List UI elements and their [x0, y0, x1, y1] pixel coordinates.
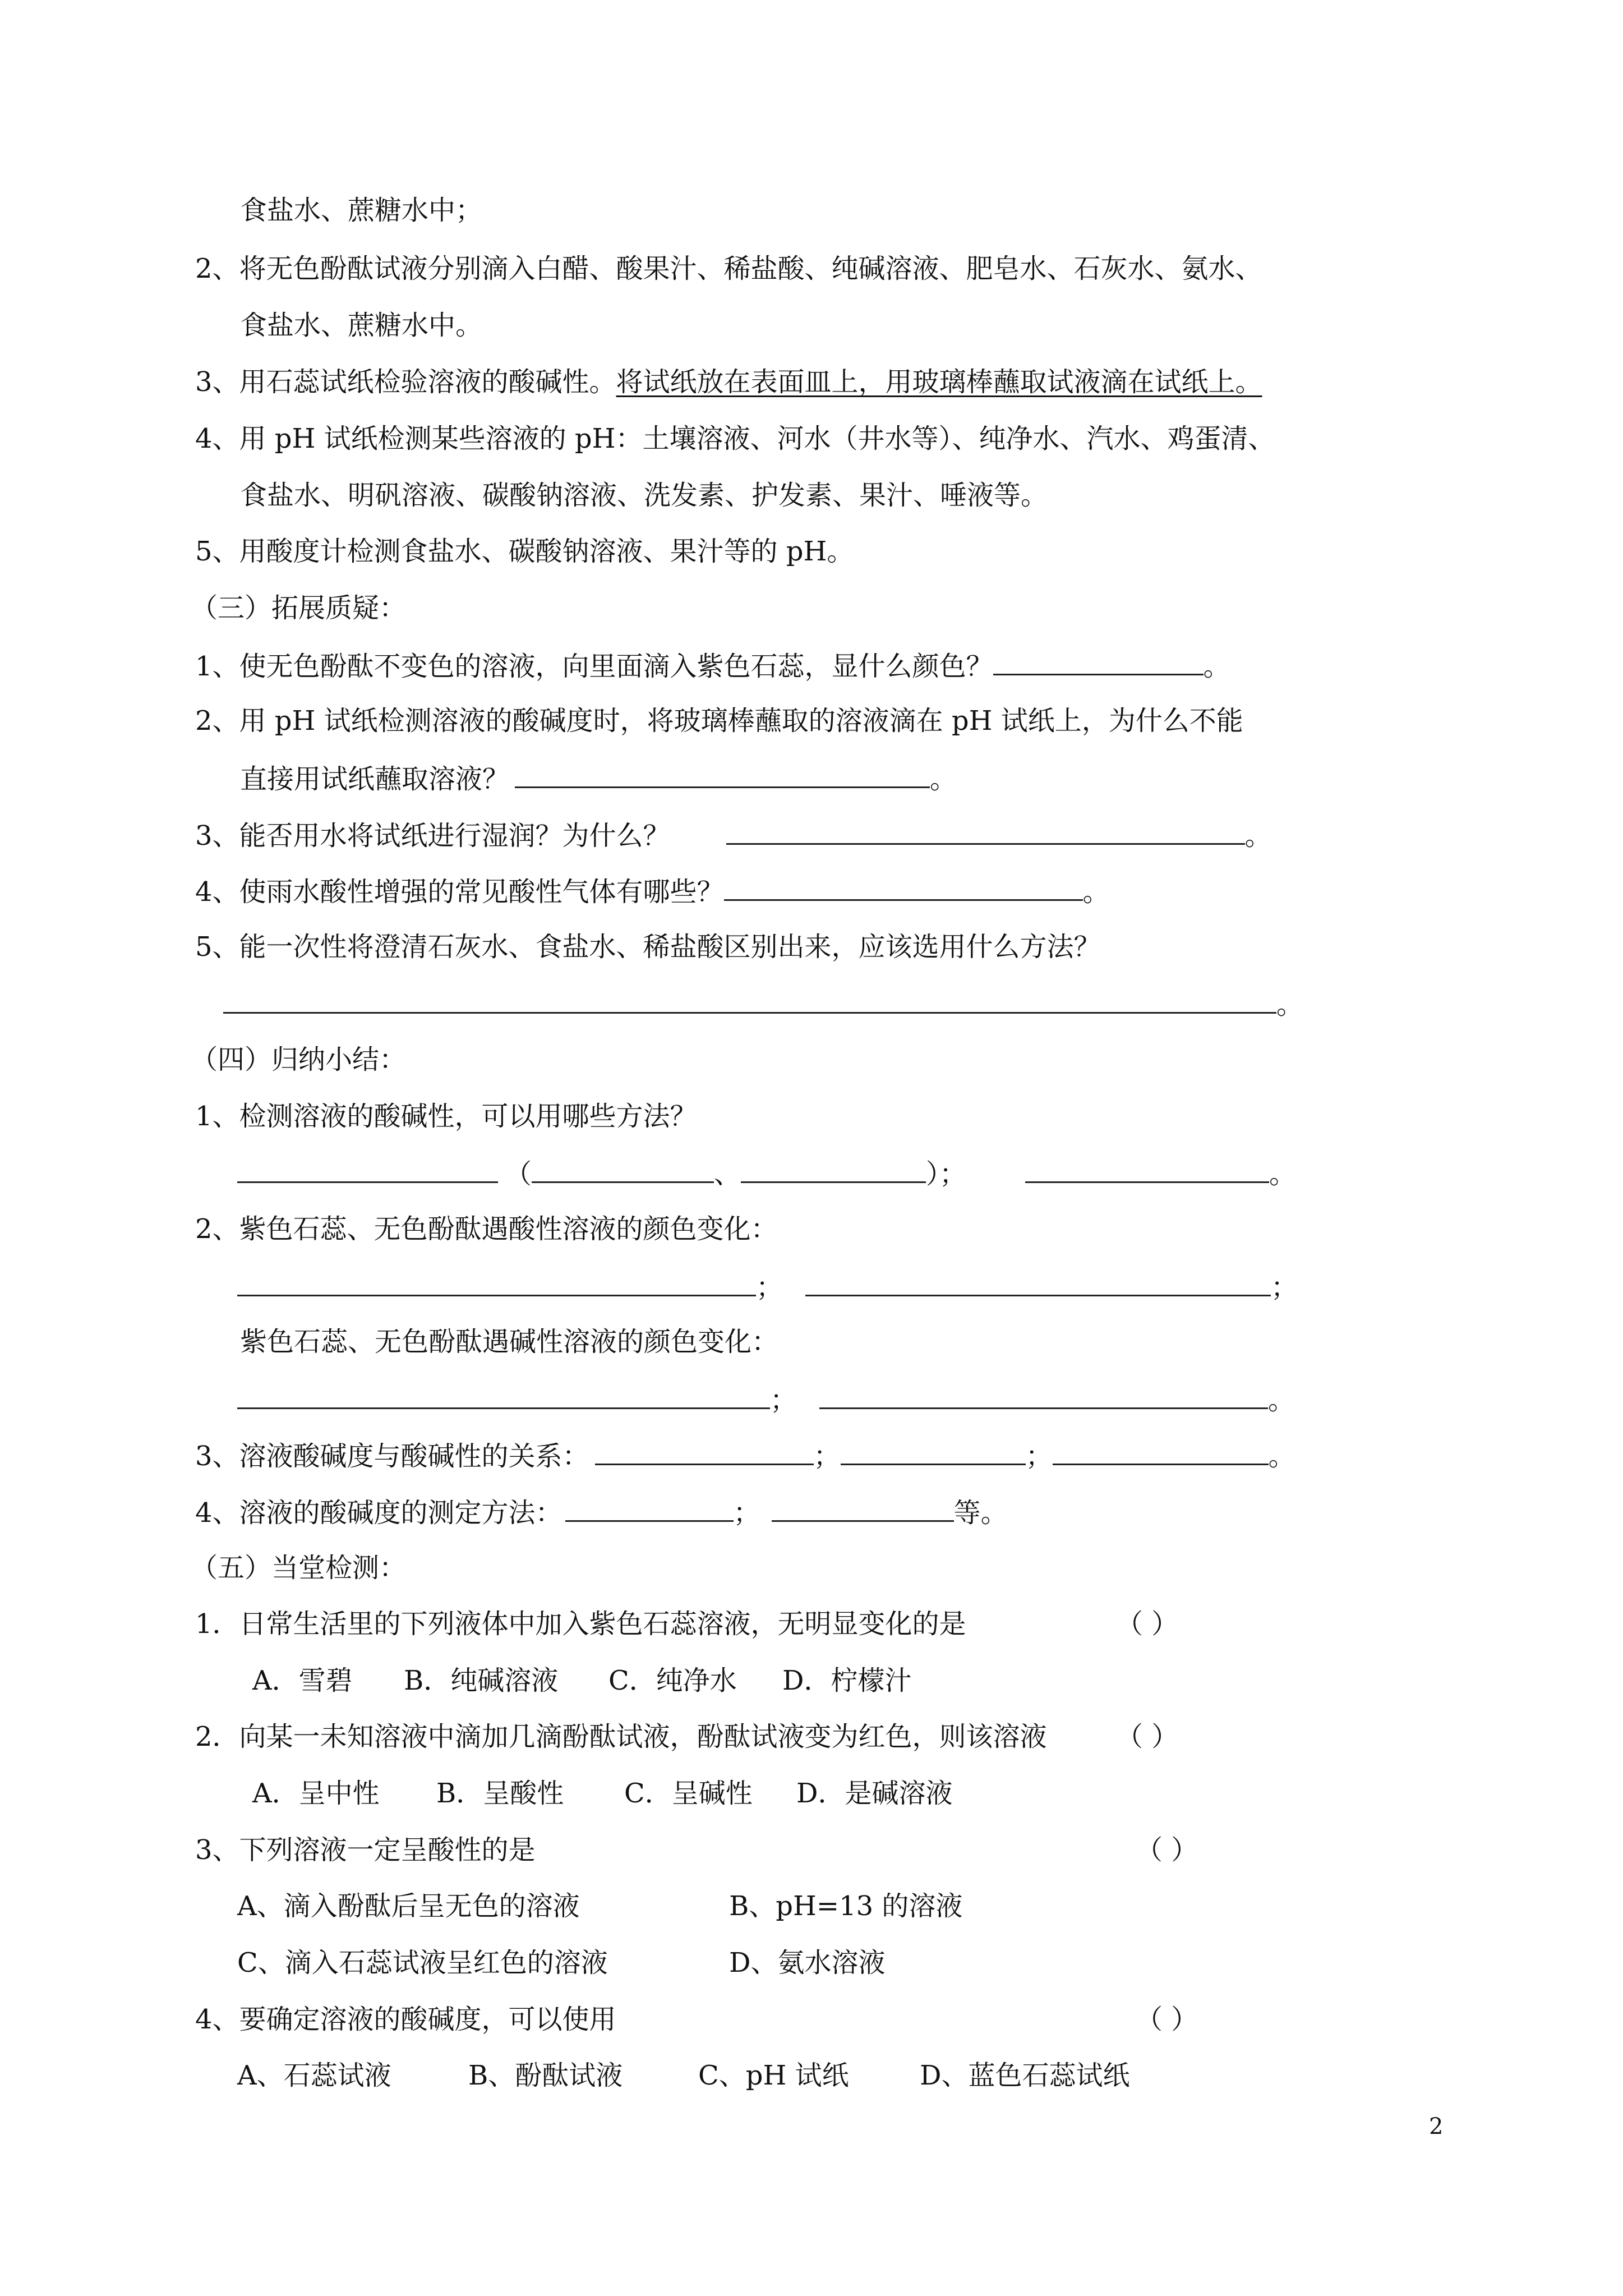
rparen: ）； [926, 1158, 967, 1190]
s5-q1-option-c[interactable]: C．纯净水 [608, 1665, 737, 1696]
s5-q3-option-a[interactable]: A、滴入酚酞后呈无色的溶液 [237, 1890, 580, 1922]
s4-q1-blank-1[interactable] [237, 1156, 498, 1183]
period: 。 [930, 763, 957, 795]
semicolon: ； [770, 1384, 797, 1416]
s3-q3-answer-blank[interactable] [726, 817, 1245, 845]
period: 。 [1203, 651, 1230, 682]
s3-q2-answer-blank[interactable] [515, 761, 930, 788]
s3-q1-answer-blank[interactable] [993, 648, 1204, 675]
s3-q5-answer-line [223, 986, 1303, 1020]
s4-q4-text: 4、溶液的酸碱度的测定方法： [195, 1497, 562, 1529]
experiment-5: 5、用酸度计检测食盐水、碳酸钠溶液、果汁等的 pH。 [195, 536, 854, 567]
s5-q4-answer-paren[interactable]: （ ） [1136, 2004, 1198, 2035]
s3-question-2-line-2 [240, 761, 957, 794]
s5-q4-option-b[interactable]: B、酚酞试液 [468, 2060, 623, 2091]
s3-question-2-line-1: 2、用 pH 试纸检测溶液的酸碱度时，将玻璃棒蘸取的溶液滴在 pH 试纸上，为什么不能 [195, 705, 1243, 737]
s5-q1-option-b[interactable]: B．纯碱溶液 [404, 1665, 559, 1696]
period: 。 [1268, 1441, 1295, 1472]
s5-question-1: 1．日常生活里的下列液体中加入紫色石蕊溶液，无明显变化的是 [195, 1608, 966, 1640]
s5-q1-answer-paren[interactable]: （ ） [1116, 1608, 1179, 1640]
s5-question-4: 4、要确定溶液的酸碱度，可以使用 [195, 2004, 616, 2035]
s5-question-2: 2．向某一未知溶液中滴加几滴酚酞试液，酚酞试液变为红色，则该溶液 [195, 1721, 1047, 1752]
experiment-3-underlined-text: 将试纸放在表面皿上，用玻璃棒蘸取试液滴在试纸上。 [616, 366, 1262, 398]
s4-q1-answer-line [237, 1156, 1296, 1189]
semicolon: ； [733, 1497, 760, 1529]
s4-q3-blank-3[interactable] [1053, 1438, 1269, 1465]
s3-q4-text: 4、使雨水酸性增强的常见酸性气体有哪些？ [195, 876, 724, 908]
s4-q1-blank-2[interactable] [532, 1156, 714, 1183]
page-number: 2 [1429, 2114, 1444, 2139]
s4-q4-blank-1[interactable] [565, 1494, 734, 1522]
lparen: （ [505, 1158, 532, 1190]
s4-q2-acid-blank-2[interactable] [805, 1269, 1271, 1296]
s4-q2-acid-answer-line [237, 1269, 1298, 1303]
period: 。 [1268, 1384, 1295, 1416]
s4-q2-base-blank-2[interactable] [819, 1382, 1268, 1409]
s5-q2-option-a[interactable]: A．呈中性 [252, 1778, 380, 1809]
s3-question-4 [195, 873, 1110, 907]
s5-q3-answer-paren[interactable]: （ ） [1136, 1834, 1198, 1866]
period: 。 [1082, 876, 1110, 908]
s4-q3-text: 3、溶液酸碱度与酸碱性的关系： [195, 1441, 589, 1472]
period: 。 [1269, 1158, 1297, 1190]
s3-q4-answer-blank[interactable] [724, 873, 1083, 901]
s3-question-3 [195, 817, 1272, 851]
s4-question-2-base: 紫色石蕊、无色酚酞遇碱性溶液的颜色变化： [240, 1326, 779, 1358]
s3-question-1 [195, 648, 1230, 682]
period: 。 [1276, 989, 1304, 1020]
semicolon: ； [1271, 1272, 1298, 1303]
s3-q5-answer-blank[interactable] [223, 986, 1276, 1014]
s5-q4-option-c[interactable]: C、pH 试纸 [698, 2060, 849, 2091]
s5-q2-answer-paren[interactable]: （ ） [1116, 1721, 1179, 1752]
semicolon: ； [813, 1441, 841, 1472]
s4-q2-acid-blank-1[interactable] [237, 1269, 756, 1296]
s5-q2-option-d[interactable]: D．是碱溶液 [796, 1778, 953, 1809]
s4-q3-blank-2[interactable] [841, 1438, 1026, 1465]
s3-q3-text: 3、能否用水将试纸进行湿润？为什么？ [195, 820, 670, 852]
s4-question-2-acid: 2、紫色石蕊、无色酚酞遇酸性溶液的颜色变化： [195, 1213, 778, 1245]
s4-question-4 [195, 1494, 1008, 1528]
section-3-heading: （三）拓展质疑： [191, 592, 407, 624]
s5-q4-option-d[interactable]: D、蓝色石蕊试纸 [920, 2060, 1130, 2091]
section-4-heading: （四）归纳小结： [191, 1044, 407, 1075]
s3-q1-text: 1、使无色酚酞不变色的溶液，向里面滴入紫色石蕊，显什么颜色？ [195, 651, 993, 682]
s3-q2-text: 直接用试纸蘸取溶液？ [240, 763, 510, 795]
s5-q4-option-a[interactable]: A、石蕊试液 [237, 2060, 391, 2091]
experiment-2-line-1: 2、将无色酚酞试液分别滴入白醋、酸果汁、稀盐酸、纯碱溶液、肥皂水、石灰水、氨水、 [195, 253, 1262, 284]
s4-q2-base-answer-line [237, 1382, 1295, 1415]
s4-q2-base-blank-1[interactable] [237, 1382, 770, 1409]
experiment-3-text: 3、用石蕊试纸检验溶液的酸碱性。 [195, 366, 616, 398]
s4-q3-blank-1[interactable] [595, 1438, 814, 1465]
section-5-heading: （五）当堂检测： [191, 1552, 407, 1584]
s5-q3-option-c[interactable]: C、滴入石蕊试液呈红色的溶液 [237, 1947, 608, 1978]
experiment-1-continuation: 食盐水、蔗糖水中； [240, 195, 483, 226]
s5-question-3: 3、下列溶液一定呈酸性的是 [195, 1834, 536, 1866]
comma: 、 [714, 1158, 741, 1190]
experiment-4-line-2: 食盐水、明矾溶液、碳酸钠溶液、洗发素、护发素、果汁、唾液等。 [240, 480, 1048, 511]
s5-q3-option-b[interactable]: B、pH=13 的溶液 [729, 1890, 963, 1922]
experiment-3 [195, 365, 1262, 399]
s4-q1-blank-3[interactable] [741, 1156, 926, 1183]
s5-q2-option-b[interactable]: B．呈酸性 [436, 1778, 564, 1809]
semicolon: ； [1025, 1441, 1053, 1472]
s5-q3-option-d[interactable]: D、氨水溶液 [729, 1947, 886, 1978]
s5-q1-option-a[interactable]: A．雪碧 [252, 1665, 353, 1696]
experiment-2-line-2: 食盐水、蔗糖水中。 [240, 310, 483, 341]
s5-q2-option-c[interactable]: C．呈碱性 [624, 1778, 753, 1809]
s3-question-5: 5、能一次性将澄清石灰水、食盐水、稀盐酸区别出来，应该选用什么方法？ [195, 931, 1101, 963]
experiment-4-line-1: 4、用 pH 试纸检测某些溶液的 pH：土壤溶液、河水（井水等）、纯净水、汽水、鸡蛋清、 [195, 423, 1275, 454]
s5-q1-option-d[interactable]: D．柠檬汁 [782, 1665, 912, 1696]
s4-q4-end: 等。 [953, 1497, 1008, 1529]
s4-question-1: 1、检测溶液的酸碱性，可以用哪些方法？ [195, 1101, 697, 1132]
period: 。 [1244, 820, 1272, 852]
s4-q4-blank-2[interactable] [772, 1494, 954, 1522]
s4-question-3 [195, 1438, 1295, 1471]
semicolon: ； [756, 1272, 783, 1303]
s4-q1-blank-4[interactable] [1025, 1156, 1269, 1183]
